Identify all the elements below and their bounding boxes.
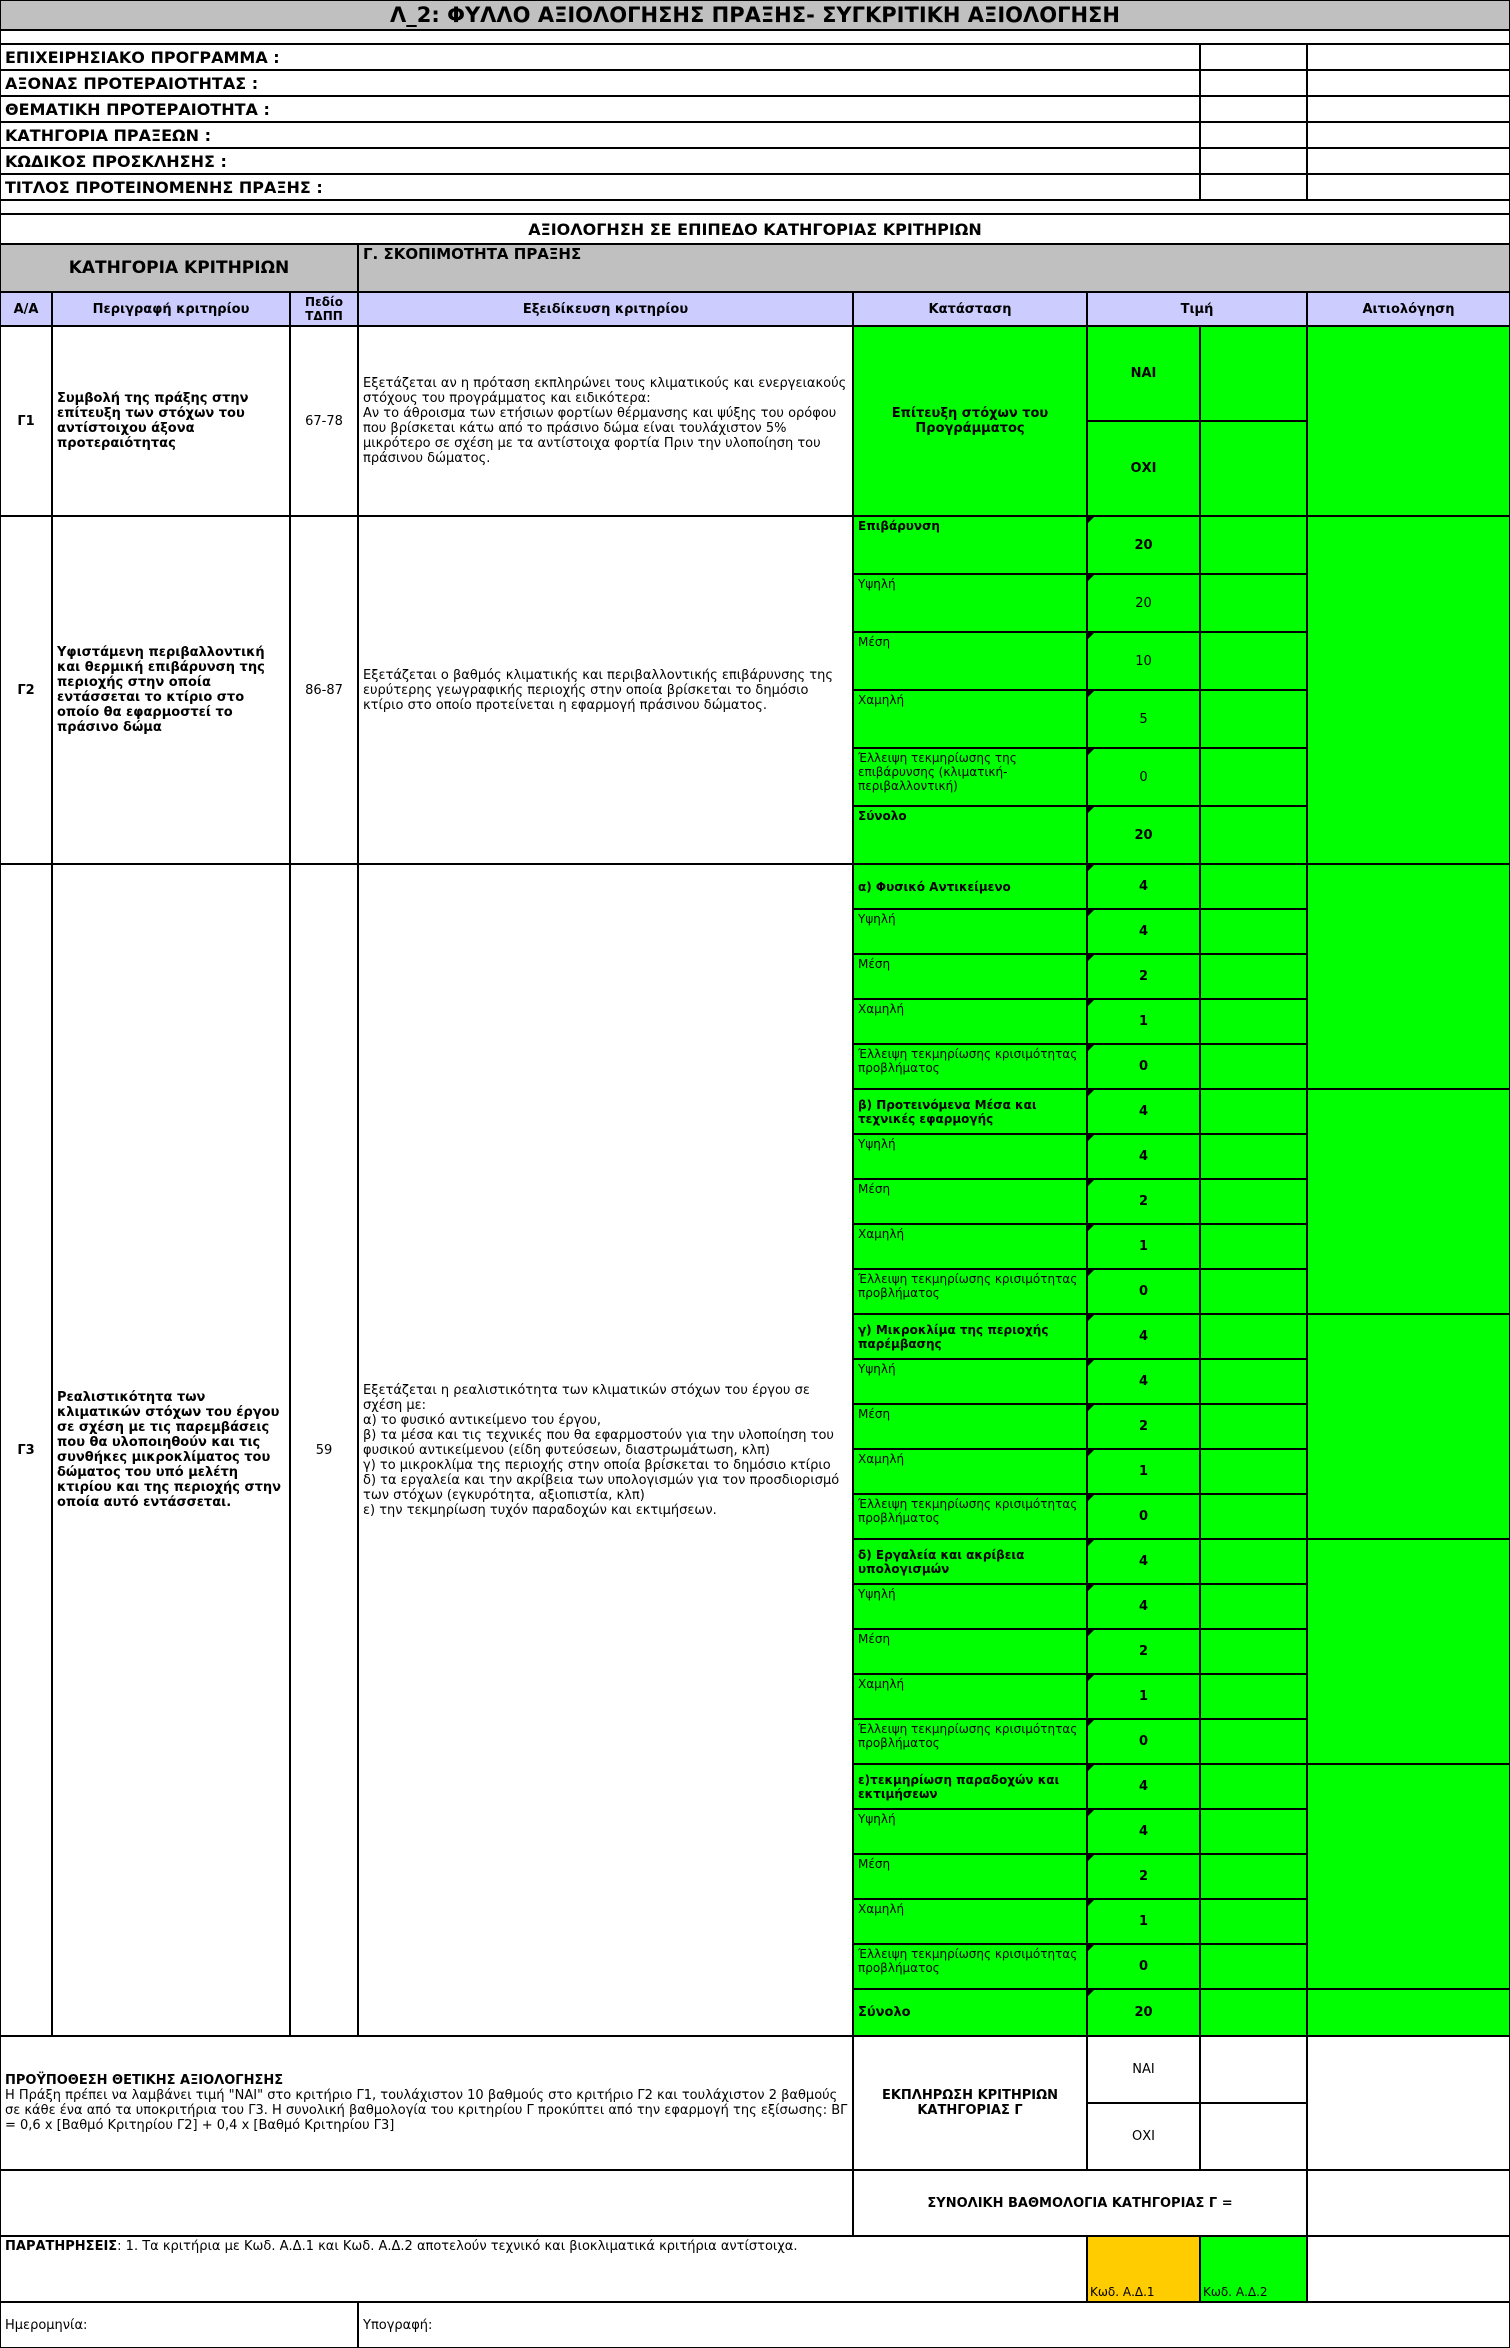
g3-sub-label-0-1: Μέση — [853, 954, 1087, 999]
g3-total-reason[interactable] — [1307, 1989, 1510, 2036]
g3-group-value-4: 4 — [1087, 1764, 1200, 1809]
g3-sub-input-0-3[interactable] — [1200, 1044, 1307, 1089]
g1-desc: Συμβολή της πράξης στην επίτευξη των στόχων του αντίστοιχου άξονα προτεραιότητας — [52, 326, 290, 516]
g3-sub-label-2-3: Έλλειψη τεκμηρίωσης κρισιμότητας προβλήματος — [853, 1494, 1087, 1539]
g3-sub-value-4-1: 2 — [1087, 1854, 1200, 1899]
fulfil-label: ΕΚΠΛΗΡΩΣΗ ΚΡΙΤΗΡΙΩΝ ΚΑΤΗΓΟΡΙΑΣ Γ — [853, 2036, 1087, 2170]
header-field-extra-4 — [1307, 148, 1510, 174]
g3-sub-label-0-3: Έλλειψη τεκμηρίωσης κρισιμότητας προβλήματος — [853, 1044, 1087, 1089]
header-field-5: ΤΙΤΛΟΣ ΠΡΟΤΕΙΝΟΜΕΝΗΣ ΠΡΑΞΗΣ : — [0, 174, 1200, 200]
category-name: Γ. ΣΚΟΠΙΜΟΤΗΤΑ ΠΡΑΞΗΣ — [358, 244, 1510, 292]
g3-group-reason-2[interactable] — [1307, 1314, 1510, 1539]
g3-sub-label-1-1: Μέση — [853, 1179, 1087, 1224]
g3-sub-value-1-3: 0 — [1087, 1269, 1200, 1314]
g3-sub-input-0-2[interactable] — [1200, 999, 1307, 1044]
g3-sub-label-3-3: Έλλειψη τεκμηρίωσης κρισιμότητας προβλήματος — [853, 1719, 1087, 1764]
g1-yes-input[interactable] — [1200, 326, 1307, 421]
total-spacer — [0, 2170, 853, 2236]
g3-sub-value-3-2: 1 — [1087, 1674, 1200, 1719]
g3-sub-label-3-0: Υψηλή — [853, 1584, 1087, 1629]
g3-sub-value-4-0: 4 — [1087, 1809, 1200, 1854]
g3-sub-input-4-3[interactable] — [1200, 1944, 1307, 1989]
g3-sub-value-0-3: 0 — [1087, 1044, 1200, 1089]
g3-sub-value-0-0: 4 — [1087, 909, 1200, 954]
g3-sub-label-2-0: Υψηλή — [853, 1359, 1087, 1404]
g2-status-3: Χαμηλή — [853, 690, 1087, 748]
g3-group-title-4: ε)τεκμηρίωση παραδοχών και εκτιμήσεων — [853, 1764, 1087, 1809]
g2-reason[interactable] — [1307, 516, 1510, 864]
g3-sub-label-1-3: Έλλειψη τεκμηρίωσης κρισιμότητας προβλήματος — [853, 1269, 1087, 1314]
g3-sub-input-0-1[interactable] — [1200, 954, 1307, 999]
g3-sub-input-4-1[interactable] — [1200, 1854, 1307, 1899]
g3-sub-label-1-2: Χαμηλή — [853, 1224, 1087, 1269]
g1-no: ΟΧΙ — [1087, 421, 1200, 516]
g3-sub-label-1-0: Υψηλή — [853, 1134, 1087, 1179]
g2-value-5: 20 — [1087, 806, 1200, 864]
header-spacer — [0, 30, 1510, 44]
section-title: ΑΞΙΟΛΟΓΗΣΗ ΣΕ ΕΠΙΠΕΔΟ ΚΑΤΗΓΟΡΙΑΣ ΚΡΙΤΗΡΙΩΝ — [0, 214, 1510, 244]
g3-sub-label-4-3: Έλλειψη τεκμηρίωσης κρισιμότητας προβλήματος — [853, 1944, 1087, 1989]
header-field-extra-0 — [1307, 44, 1510, 70]
g3-sub-value-0-1: 2 — [1087, 954, 1200, 999]
g2-input-4[interactable] — [1200, 748, 1307, 806]
header-spacer-bottom — [0, 200, 1510, 214]
g3-sub-label-4-2: Χαμηλή — [853, 1899, 1087, 1944]
g3-group-value-3: 4 — [1087, 1539, 1200, 1584]
g2-status-0: Επιβάρυνση — [853, 516, 1087, 574]
g1-reason[interactable] — [1307, 326, 1510, 516]
g3-sub-label-3-1: Μέση — [853, 1629, 1087, 1674]
g2-field: 86-87 — [290, 516, 358, 864]
footer-signature: Υπογραφή: — [358, 2302, 1510, 2348]
col-reason: Αιτιολόγηση — [1307, 292, 1510, 326]
g1-status: Επίτευξη στόχων του Προγράμματος — [853, 326, 1087, 516]
g3-desc: Ρεαλιστικότητα των κλιματικών στόχων του έργου σε σχέση με τις παρεμβάσεις που θα υλοποιηθούν και τις συνθήκες μικροκλίματος του δώματος του υπό μελέτη κτιρίου και της περιοχής στην οποία αυτό εντάσσεται. — [52, 864, 290, 2036]
g3-group-reason-0[interactable] — [1307, 864, 1510, 1089]
g3-group-title-3: δ) Εργαλεία και ακρίβεια υπολογισμών — [853, 1539, 1087, 1584]
remarks-spacer — [1307, 2236, 1510, 2302]
g3-sub-value-2-3: 0 — [1087, 1494, 1200, 1539]
header-field-extra-5 — [1307, 174, 1510, 200]
header-field-4: ΚΩΔΙΚΟΣ ΠΡΟΣΚΛΗΣΗΣ : — [0, 148, 1200, 174]
category-label: ΚΑΤΗΓΟΡΙΑ ΚΡΙΤΗΡΙΩΝ — [0, 244, 358, 292]
g3-group-input-3[interactable] — [1200, 1539, 1307, 1584]
g3-sub-value-4-3: 0 — [1087, 1944, 1200, 1989]
g3-sub-label-0-2: Χαμηλή — [853, 999, 1087, 1044]
g2-input-1[interactable] — [1200, 574, 1307, 632]
fulfil-no: ΟΧΙ — [1087, 2103, 1200, 2170]
g3-total-value: 20 — [1087, 1989, 1200, 2036]
col-value: Τιμή — [1087, 292, 1307, 326]
header-field-2: ΘΕΜΑΤΙΚΗ ΠΡΟΤΕΡΑΙΟΤΗΤΑ : — [0, 96, 1200, 122]
g2-id: Γ2 — [0, 516, 52, 864]
g3-sub-input-2-1[interactable] — [1200, 1404, 1307, 1449]
g3-group-input-0[interactable] — [1200, 864, 1307, 909]
g1-spec: Εξετάζεται αν η πρόταση εκπληρώνει τους κλιματικούς και ενεργειακούς στόχους του προγράμματος και ειδικότερα: Αν το άθροισμα των ετήσιων φορτίων θέρμανσης και ψύξης του ορόφου που βρίσκεται κάτω από το πράσινο δώμα είναι τουλάχιστον 5% μικρότερο σε σχέση με τα αντίστοιχα φορτία Πριν την υλοποίηση του πράσινου δώματος. — [358, 326, 853, 516]
g2-value-0: 20 — [1087, 516, 1200, 574]
g2-value-3: 5 — [1087, 690, 1200, 748]
col-desc: Περιγραφή κριτηρίου — [52, 292, 290, 326]
g3-group-title-0: α) Φυσικό Αντικείμενο — [853, 864, 1087, 909]
fulfil-reason[interactable] — [1307, 2036, 1510, 2170]
g3-sub-value-3-3: 0 — [1087, 1719, 1200, 1764]
precondition-title: ΠΡΟΫΠΟΘΕΣΗ ΘΕΤΙΚΗΣ ΑΞΙΟΛΟΓΗΣΗΣ — [5, 2073, 284, 2088]
g3-group-value-2: 4 — [1087, 1314, 1200, 1359]
g2-input-3[interactable] — [1200, 690, 1307, 748]
remarks-text: : 1. Τα κριτήρια με Κωδ. Α.Δ.1 και Κωδ. Α.Δ.2 αποτελούν τεχνικό και βιοκλιματικά κριτήρια αντίστοιχα. — [117, 2239, 798, 2254]
g3-group-value-0: 4 — [1087, 864, 1200, 909]
g2-input-2[interactable] — [1200, 632, 1307, 690]
g1-yes: ΝΑΙ — [1087, 326, 1200, 421]
g3-sub-value-2-2: 1 — [1087, 1449, 1200, 1494]
g2-spec: Εξετάζεται ο βαθμός κλιματικής και περιβαλλοντικής επιβάρυνσης της ευρύτερης γεωγραφικής περιοχής στην οποία βρίσκεται το δημόσιο κτίριο στο οποίο προτείνεται η εφαρμογή πράσινου δώματος. — [358, 516, 853, 864]
header-field-extra-3 — [1307, 122, 1510, 148]
g2-status-2: Μέση — [853, 632, 1087, 690]
header-field-value-0[interactable] — [1200, 44, 1307, 70]
g3-sub-input-1-3[interactable] — [1200, 1269, 1307, 1314]
header-field-3: ΚΑΤΗΓΟΡΙΑ ΠΡΑΞΕΩΝ : — [0, 122, 1200, 148]
g3-sub-input-2-2[interactable] — [1200, 1449, 1307, 1494]
g3-sub-input-0-0[interactable] — [1200, 909, 1307, 954]
col-aa: Α/Α — [0, 292, 52, 326]
g3-total-input[interactable] — [1200, 1989, 1307, 2036]
g1-field: 67-78 — [290, 326, 358, 516]
g3-group-reason-1[interactable] — [1307, 1089, 1510, 1314]
g3-group-reason-4[interactable] — [1307, 1764, 1510, 1989]
header-field-extra-1 — [1307, 70, 1510, 96]
g3-sub-value-3-1: 2 — [1087, 1629, 1200, 1674]
g3-sub-value-1-2: 1 — [1087, 1224, 1200, 1269]
g3-sub-label-0-0: Υψηλή — [853, 909, 1087, 954]
g3-sub-value-4-2: 1 — [1087, 1899, 1200, 1944]
header-field-1: ΑΞΟΝΑΣ ΠΡΟΤΕΡΑΙΟΤΗΤΑΣ : — [0, 70, 1200, 96]
g3-sub-label-4-0: Υψηλή — [853, 1809, 1087, 1854]
g3-sub-input-3-0[interactable] — [1200, 1584, 1307, 1629]
g3-sub-input-2-3[interactable] — [1200, 1494, 1307, 1539]
g3-sub-input-1-2[interactable] — [1200, 1224, 1307, 1269]
sheet-title: Λ_2: ΦΥΛΛΟ ΑΞΙΟΛΟΓΗΣΗΣ ΠΡΑΞΗΣ- ΣΥΓΚΡΙΤΙΚΗ ΑΞΙΟΛΟΓΗΣΗ — [0, 0, 1510, 30]
header-field-extra-2 — [1307, 96, 1510, 122]
g2-value-1: 20 — [1087, 574, 1200, 632]
g3-group-input-4[interactable] — [1200, 1764, 1307, 1809]
g3-sub-input-4-0[interactable] — [1200, 1809, 1307, 1854]
g2-input-5[interactable] — [1200, 806, 1307, 864]
g3-sub-label-2-1: Μέση — [853, 1404, 1087, 1449]
g3-sub-value-2-1: 2 — [1087, 1404, 1200, 1449]
fulfil-no-input[interactable] — [1200, 2103, 1307, 2170]
remarks — [0, 2236, 1087, 2302]
g3-total-label: Σύνολο — [853, 1989, 1087, 2036]
header-field-value-1[interactable] — [1200, 70, 1307, 96]
g3-group-title-1: β) Προτεινόμενα Μέσα και τεχνικές εφαρμογής — [853, 1089, 1087, 1134]
g3-sub-input-2-0[interactable] — [1200, 1359, 1307, 1404]
remarks-label: ΠΑΡΑΤΗΡΗΣΕΙΣ — [5, 2239, 118, 2254]
g3-sub-input-1-0[interactable] — [1200, 1134, 1307, 1179]
g3-sub-value-1-1: 2 — [1087, 1179, 1200, 1224]
g3-spec: Εξετάζεται η ρεαλιστικότητα των κλιματικών στόχων του έργου σε σχέση με: α) το φυσικό αντικείμενο του έργου, β) τα μέσα και τις τεχνικές που θα εφαρμοστούν για την υλοποίηση του φυσικού αντικείμενου (είδη φυτεύσεων, διαστρωμάτωση, κλπ) γ) το μικροκλίμα της περιοχής στην οποία βρίσκεται το δημόσιο κτίριο δ) τα εργαλεία και την ακρίβεια των υπολογισμών για τον προσδιορισμό των στόχων (εγκυρότητα, αξιοπιστία, κλπ) ε) την τεκμηρίωση τυχόν παραδοχών και εκτιμήσεων. — [358, 864, 853, 2036]
g3-sub-input-3-1[interactable] — [1200, 1629, 1307, 1674]
fulfil-yes-input[interactable] — [1200, 2036, 1307, 2103]
g2-value-2: 10 — [1087, 632, 1200, 690]
header-field-0: ΕΠΙΧΕΙΡΗΣΙΑΚΟ ΠΡΟΓΡΑΜΜΑ : — [0, 44, 1200, 70]
g2-value-4: 0 — [1087, 748, 1200, 806]
g3-group-title-2: γ) Μικροκλίμα της περιοχής παρέμβασης — [853, 1314, 1087, 1359]
g2-status-4: Έλλειψη τεκμηρίωσης της επιβάρυνσης (κλιματική-περιβαλλοντική) — [853, 748, 1087, 806]
footer-date: Ημερομηνία: — [0, 2302, 358, 2348]
g2-input-0[interactable] — [1200, 516, 1307, 574]
precondition — [0, 2036, 853, 2170]
g3-group-value-1: 4 — [1087, 1089, 1200, 1134]
g1-id: Γ1 — [0, 326, 52, 516]
precondition-text: Η Πράξη πρέπει να λαμβάνει τιμή "ΝΑΙ" στο κριτήριο Γ1, τουλάχιστον 10 βαθμούς στο κριτήριο Γ2 και τουλάχιστον 2 βαθμούς σε κάθε ένα από τα υποκριτήρια του Γ3. Η συνολική βαθμολογία του κριτηρίου Γ προκύπτει από την εφαρμογή της εξίσωσης: ΒΓ = 0,6 x [Βαθμό Κριτηρίου Γ2] + 0,4 x [Βαθμό Κριτηρίου Γ3] — [5, 2088, 848, 2133]
g3-field: 59 — [290, 864, 358, 2036]
g3-sub-value-0-2: 1 — [1087, 999, 1200, 1044]
g3-sub-label-4-1: Μέση — [853, 1854, 1087, 1899]
header-field-value-2[interactable] — [1200, 96, 1307, 122]
header-field-value-4[interactable] — [1200, 148, 1307, 174]
g3-sub-value-1-0: 4 — [1087, 1134, 1200, 1179]
total-score-input[interactable] — [1307, 2170, 1510, 2236]
g3-sub-label-2-2: Χαμηλή — [853, 1449, 1087, 1494]
g3-group-reason-3[interactable] — [1307, 1539, 1510, 1764]
g3-sub-input-4-2[interactable] — [1200, 1899, 1307, 1944]
g3-sub-input-1-1[interactable] — [1200, 1179, 1307, 1224]
g3-sub-value-3-0: 4 — [1087, 1584, 1200, 1629]
g3-group-input-1[interactable] — [1200, 1089, 1307, 1134]
g3-sub-input-3-2[interactable] — [1200, 1674, 1307, 1719]
g2-status-1: Υψηλή — [853, 574, 1087, 632]
col-field: Πεδίο ΤΔΠΠ — [290, 292, 358, 326]
g2-desc: Υφιστάμενη περιβαλλοντική και θερμική επιβάρυνση της περιοχής στην οποία εντάσσεται το κτίριο στο οποίο θα εφαρμοστεί το πράσινο δώμα — [52, 516, 290, 864]
g3-sub-label-3-2: Χαμηλή — [853, 1674, 1087, 1719]
header-field-value-5[interactable] — [1200, 174, 1307, 200]
g3-sub-value-2-0: 4 — [1087, 1359, 1200, 1404]
g1-no-input[interactable] — [1200, 421, 1307, 516]
g3-sub-input-3-3[interactable] — [1200, 1719, 1307, 1764]
col-status: Κατάσταση — [853, 292, 1087, 326]
col-spec: Εξειδίκευση κριτηρίου — [358, 292, 853, 326]
header-field-value-3[interactable] — [1200, 122, 1307, 148]
fulfil-yes: ΝΑΙ — [1087, 2036, 1200, 2103]
legend-code1: Κωδ. Α.Δ.1 — [1087, 2236, 1200, 2302]
g3-group-input-2[interactable] — [1200, 1314, 1307, 1359]
g2-status-5: Σύνολο — [853, 806, 1087, 864]
total-score-label: ΣΥΝΟΛΙΚΗ ΒΑΘΜΟΛΟΓΙΑ ΚΑΤΗΓΟΡΙΑΣ Γ = — [853, 2170, 1307, 2236]
g3-id: Γ3 — [0, 864, 52, 2036]
legend-code2: Κωδ. Α.Δ.2 — [1200, 2236, 1307, 2302]
